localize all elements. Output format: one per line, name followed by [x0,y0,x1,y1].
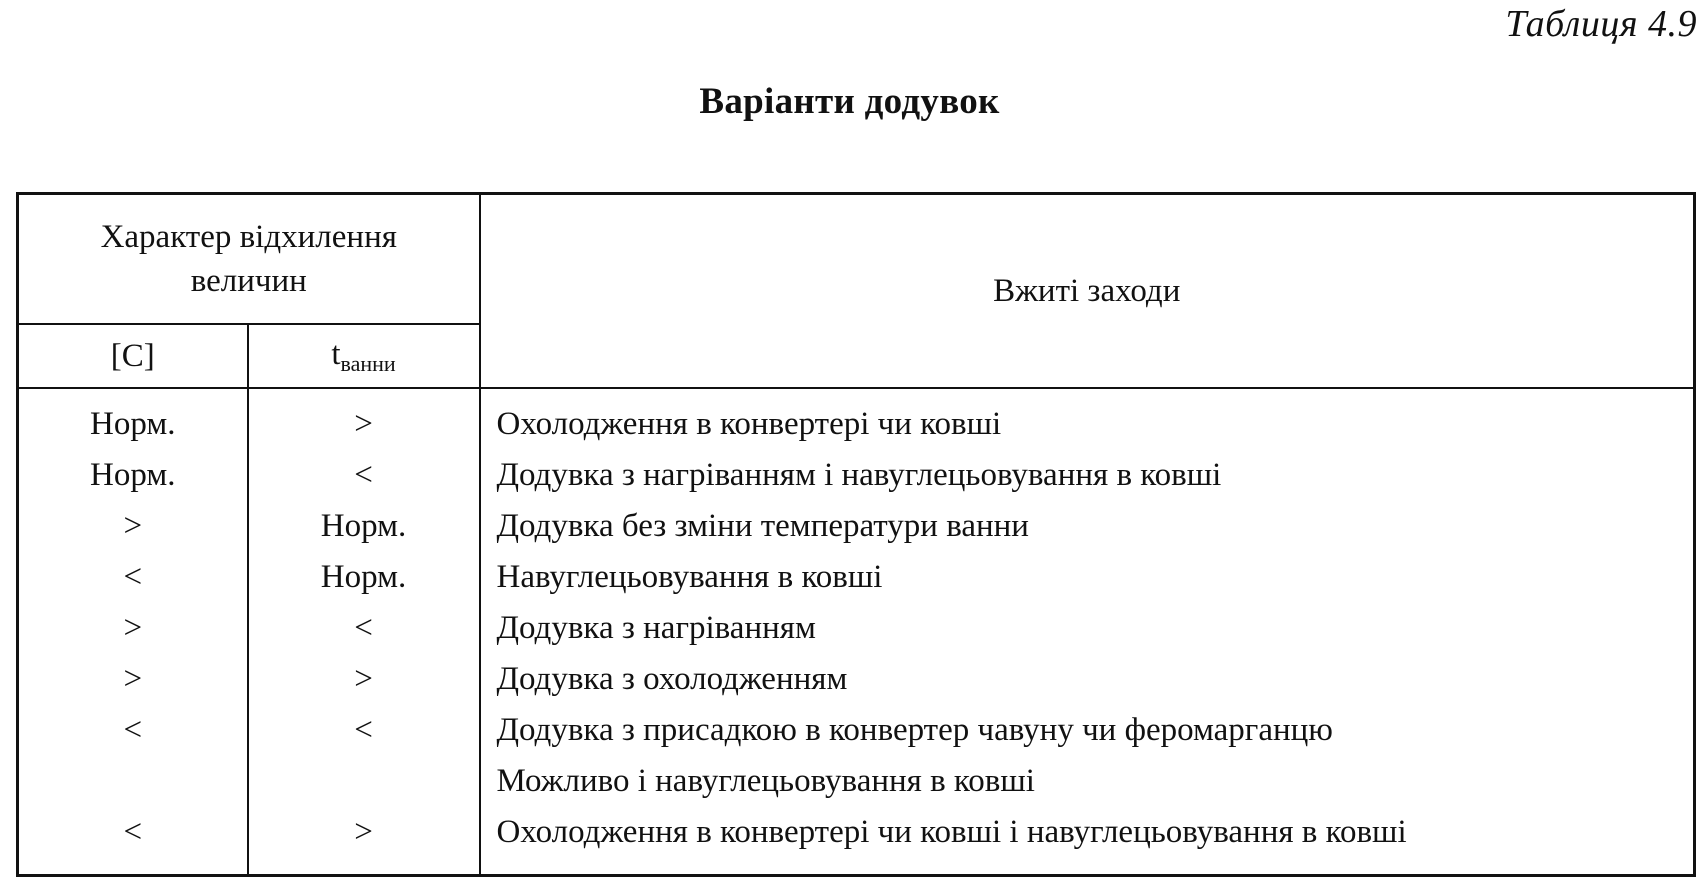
temperature-cell: Норм. [248,552,480,603]
carbon-cell [18,756,248,807]
measure-cell: Можливо і навуглецьовування в ковші [480,756,1695,807]
header-temperature-symbol: t [331,335,341,372]
temperature-cell: < [248,705,480,756]
table-row [18,654,1695,705]
carbon-cell: Норм. [18,388,248,450]
table-row [18,450,1695,501]
table-title: Варіанти додувок [699,81,1000,122]
measure-cell: Охолодження в конвертері чи ковші [480,388,1695,450]
deviation-measures-table [16,192,1696,877]
carbon-cell: > [18,654,248,705]
table-number-label: Таблиця 4.9 [1505,3,1697,45]
temperature-cell: > [248,654,480,705]
carbon-cell: > [18,603,248,654]
temperature-cell: > [248,807,480,876]
measure-cell: Навуглецьовування в ковші [480,552,1695,603]
table-row [18,705,1695,756]
header-deviation-label: Характер відхилення величин [100,219,397,299]
table-header [18,194,1695,389]
table-row [18,501,1695,552]
temperature-cell: > [248,388,480,450]
header-carbon: [C] [18,324,248,388]
table-row [18,388,1695,450]
table-body [18,388,1695,876]
table-row [18,807,1695,876]
header-bath-temperature [248,324,480,388]
measure-cell: Додувка з охолодженням [480,654,1695,705]
table-row [18,756,1695,807]
measure-cell: Додувка з нагріванням і навуглецьовування в ковші [480,450,1695,501]
temperature-cell [248,756,480,807]
carbon-cell: Норм. [18,450,248,501]
carbon-cell: < [18,705,248,756]
carbon-cell: < [18,807,248,876]
measure-cell: Додувка з нагріванням [480,603,1695,654]
table-row [18,603,1695,654]
header-measures: Вжиті заходи [480,194,1695,389]
carbon-cell: < [18,552,248,603]
temperature-cell: < [248,450,480,501]
measure-cell: Додувка з присадкою в конвертер чавуну чи феромарганцю [480,705,1695,756]
header-deviation-group [18,194,480,325]
measure-cell: Додувка без зміни температури ванни [480,501,1695,552]
carbon-cell: > [18,501,248,552]
temperature-cell: Норм. [248,501,480,552]
temperature-cell: < [248,603,480,654]
header-temperature-subscript: ванни [340,350,396,376]
table-row [18,552,1695,603]
measure-cell: Охолодження в конвертері чи ковші і навуглецьовування в ковші [480,807,1695,876]
